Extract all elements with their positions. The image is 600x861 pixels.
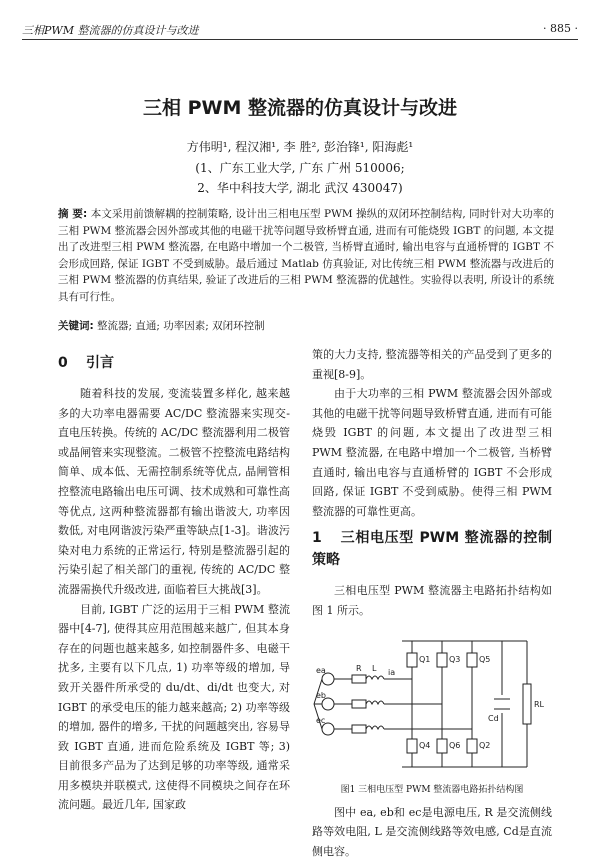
switch-q3 [437, 653, 447, 667]
right-column [312, 345, 552, 861]
label-cd: Cd [488, 713, 499, 723]
label-q6: Q6 [449, 740, 461, 750]
label-q3: Q3 [449, 654, 461, 664]
resistor-a [352, 675, 366, 683]
intro-paragraph-3: 由于大功率的三相 PWM 整流器会因外部或其他的电磁干扰等问题导致桥臂直通, 进而有可能烧毁 IGBT 的问题, 本文提出了改进型三相 PWM 整流器, 在电路中增加一个二极管, 当桥臂直通时, 输出电容与直通桥臂的 IGBT 不会形成回路, 保证 IGBT 不受到威胁。使得三相 PWM 整流器的可靠性更高。 [312, 387, 552, 518]
paper-title: 三相 PWM 整流器的仿真设计与改进 [142, 97, 458, 119]
label-q4: Q4 [419, 740, 431, 750]
inductor-a [366, 676, 384, 679]
abstract [58, 206, 554, 305]
label-q2: Q2 [479, 740, 491, 750]
left-column [58, 346, 290, 815]
resistor-b [352, 700, 366, 708]
line-impedance [334, 675, 472, 733]
section-number: 1 [312, 530, 322, 547]
running-header [22, 22, 578, 40]
switch-q1 [407, 653, 417, 667]
label-ia: ia [388, 667, 396, 677]
intro-paragraph-2: 目前, IGBT 广泛的运用于三相 PWM 整流器中[4-7], 使得其应用范围越来越广, 但其本身存在的问题也越来越多, 如控制器件多、电磁干扰多, 主要有以下几点, 1) 功率等级的增加, 导致开关器件所承受的 du/dt、di/dt 也变大, 对 IGBT 的承受电压的能力越来越高; 2) 功率等级的增加, 器件的增多, 干扰的问题越突出, 容易导致 IGBT 直通, 进而危险系统及 IGBT 等; 3) 目前很多产品为了达到足够的功率等级, 通常采用多模块并联模式, 这使得不同模块之间存在环流问题。最近几年, 国家政 [58, 602, 290, 812]
label-q1: Q1 [419, 654, 431, 664]
label-rl: RL [534, 699, 545, 709]
section-heading-control [312, 527, 552, 571]
author-list: 方伟明¹, 程汉湘¹, 李 胜², 彭治锋¹, 阳海彪¹ [186, 140, 414, 154]
section-heading-intro [58, 352, 290, 374]
intro-paragraph-continued: 策的大力支持, 整流器等相关的产品受到了更多的重视[8-9]。 [312, 348, 552, 381]
abstract-label: 摘 要: [58, 208, 88, 220]
label-ec: ec [316, 715, 326, 725]
circuit-diagram [312, 629, 552, 779]
page-number: · 885 · [543, 22, 578, 35]
inductor-c [366, 726, 384, 729]
label-eb: eb [316, 690, 326, 700]
header-title: 三相PWM 整流器的仿真设计与改进 [22, 24, 199, 37]
circuit-labels [316, 655, 545, 750]
section1-paragraph-1: 三相电压型 PWM 整流器主电路拓扑结构如图 1 所示。 [312, 584, 552, 617]
figure-description: 图中 ea, eb和 ec是电源电压, R 是交流侧线路等效电阻, L 是交流侧线路等效电感, Cd是直流侧电容。 [312, 805, 552, 858]
label-r: R [356, 663, 362, 673]
ac-sources [314, 673, 334, 735]
load-resistor [523, 684, 531, 724]
switch-q6 [437, 739, 447, 753]
keywords [58, 318, 554, 333]
label-q5: Q5 [479, 654, 491, 664]
section-title: 三相电压型 PWM 整流器的控制策略 [312, 530, 552, 569]
section-title: 引言 [86, 355, 114, 371]
figure-1 [312, 629, 552, 779]
section-number: 0 [58, 355, 68, 371]
label-ea: ea [316, 665, 326, 675]
label-l: L [372, 663, 377, 673]
resistor-c [352, 725, 366, 733]
affiliation-2: 2、华中科技大学, 湖北 武汉 430047) [197, 181, 403, 195]
figure-1-caption: 图1 三相电压型 PWM 整流器电路拓扑结构图 [340, 784, 524, 795]
switch-q4 [407, 739, 417, 753]
keywords-text: 整流器; 直通; 功率因素; 双闭环控制 [97, 320, 265, 332]
header-rule [22, 39, 578, 40]
inductor-b [366, 701, 384, 704]
abstract-text: 本文采用前馈解耦的控制策略, 设计出三相电压型 PWM 操纵的双闭环控制结构, 同时针对大功率的三相 PWM 整流器会因外部或其他的电磁干扰等问题导致桥臂直通, 进而有可能烧毁 IGBT 的问题, 本文提出了改进型三相 PWM 整流器, 在电路中增加一个二极管, 当桥臂直通时, 输出电容与直通桥臂的 IGBT 不会形成回路, 保证 IGBT 不受到威胁。最后通过 Matlab 仿真验证, 对比传统三相 PWM 整流器与改进后的三相 PWM 整流器的仿真结果, 验证了改进后的三相 PWM 整流器的优越性。实验得以表明, 所设计的系统具有可行性。 [58, 208, 555, 303]
switch-q5 [467, 653, 477, 667]
intro-paragraph-1: 随着科技的发展, 变流装置多样化, 越来越多的大功率电器需要 AC/DC 整流器来实现交-直电压转换。传统的 AC/DC 整流器利用二极管或晶闸管来实现整流。二极管不控整流电路结构简单、成本低、无需控制系统等优点, 晶闸管相控整流电路输出电压可调、技术成熟和可靠性高等优点, 这两种整流器都有输出谐波大, 功率因数低, 对电网谐波污染严重等缺点[1-3]。谐波污染对电力系统的正常运行, 特别是整流器引起的污染引起了相关部门的重视, 传统的 AC/DC 整流器需换代升级改进, 面临着巨大挑战[3]。 [58, 387, 290, 596]
switch-q2 [467, 739, 477, 753]
affiliation-1: (1、广东工业大学, 广东 广州 510006; [195, 161, 405, 175]
keywords-label: 关键词: [58, 320, 94, 332]
